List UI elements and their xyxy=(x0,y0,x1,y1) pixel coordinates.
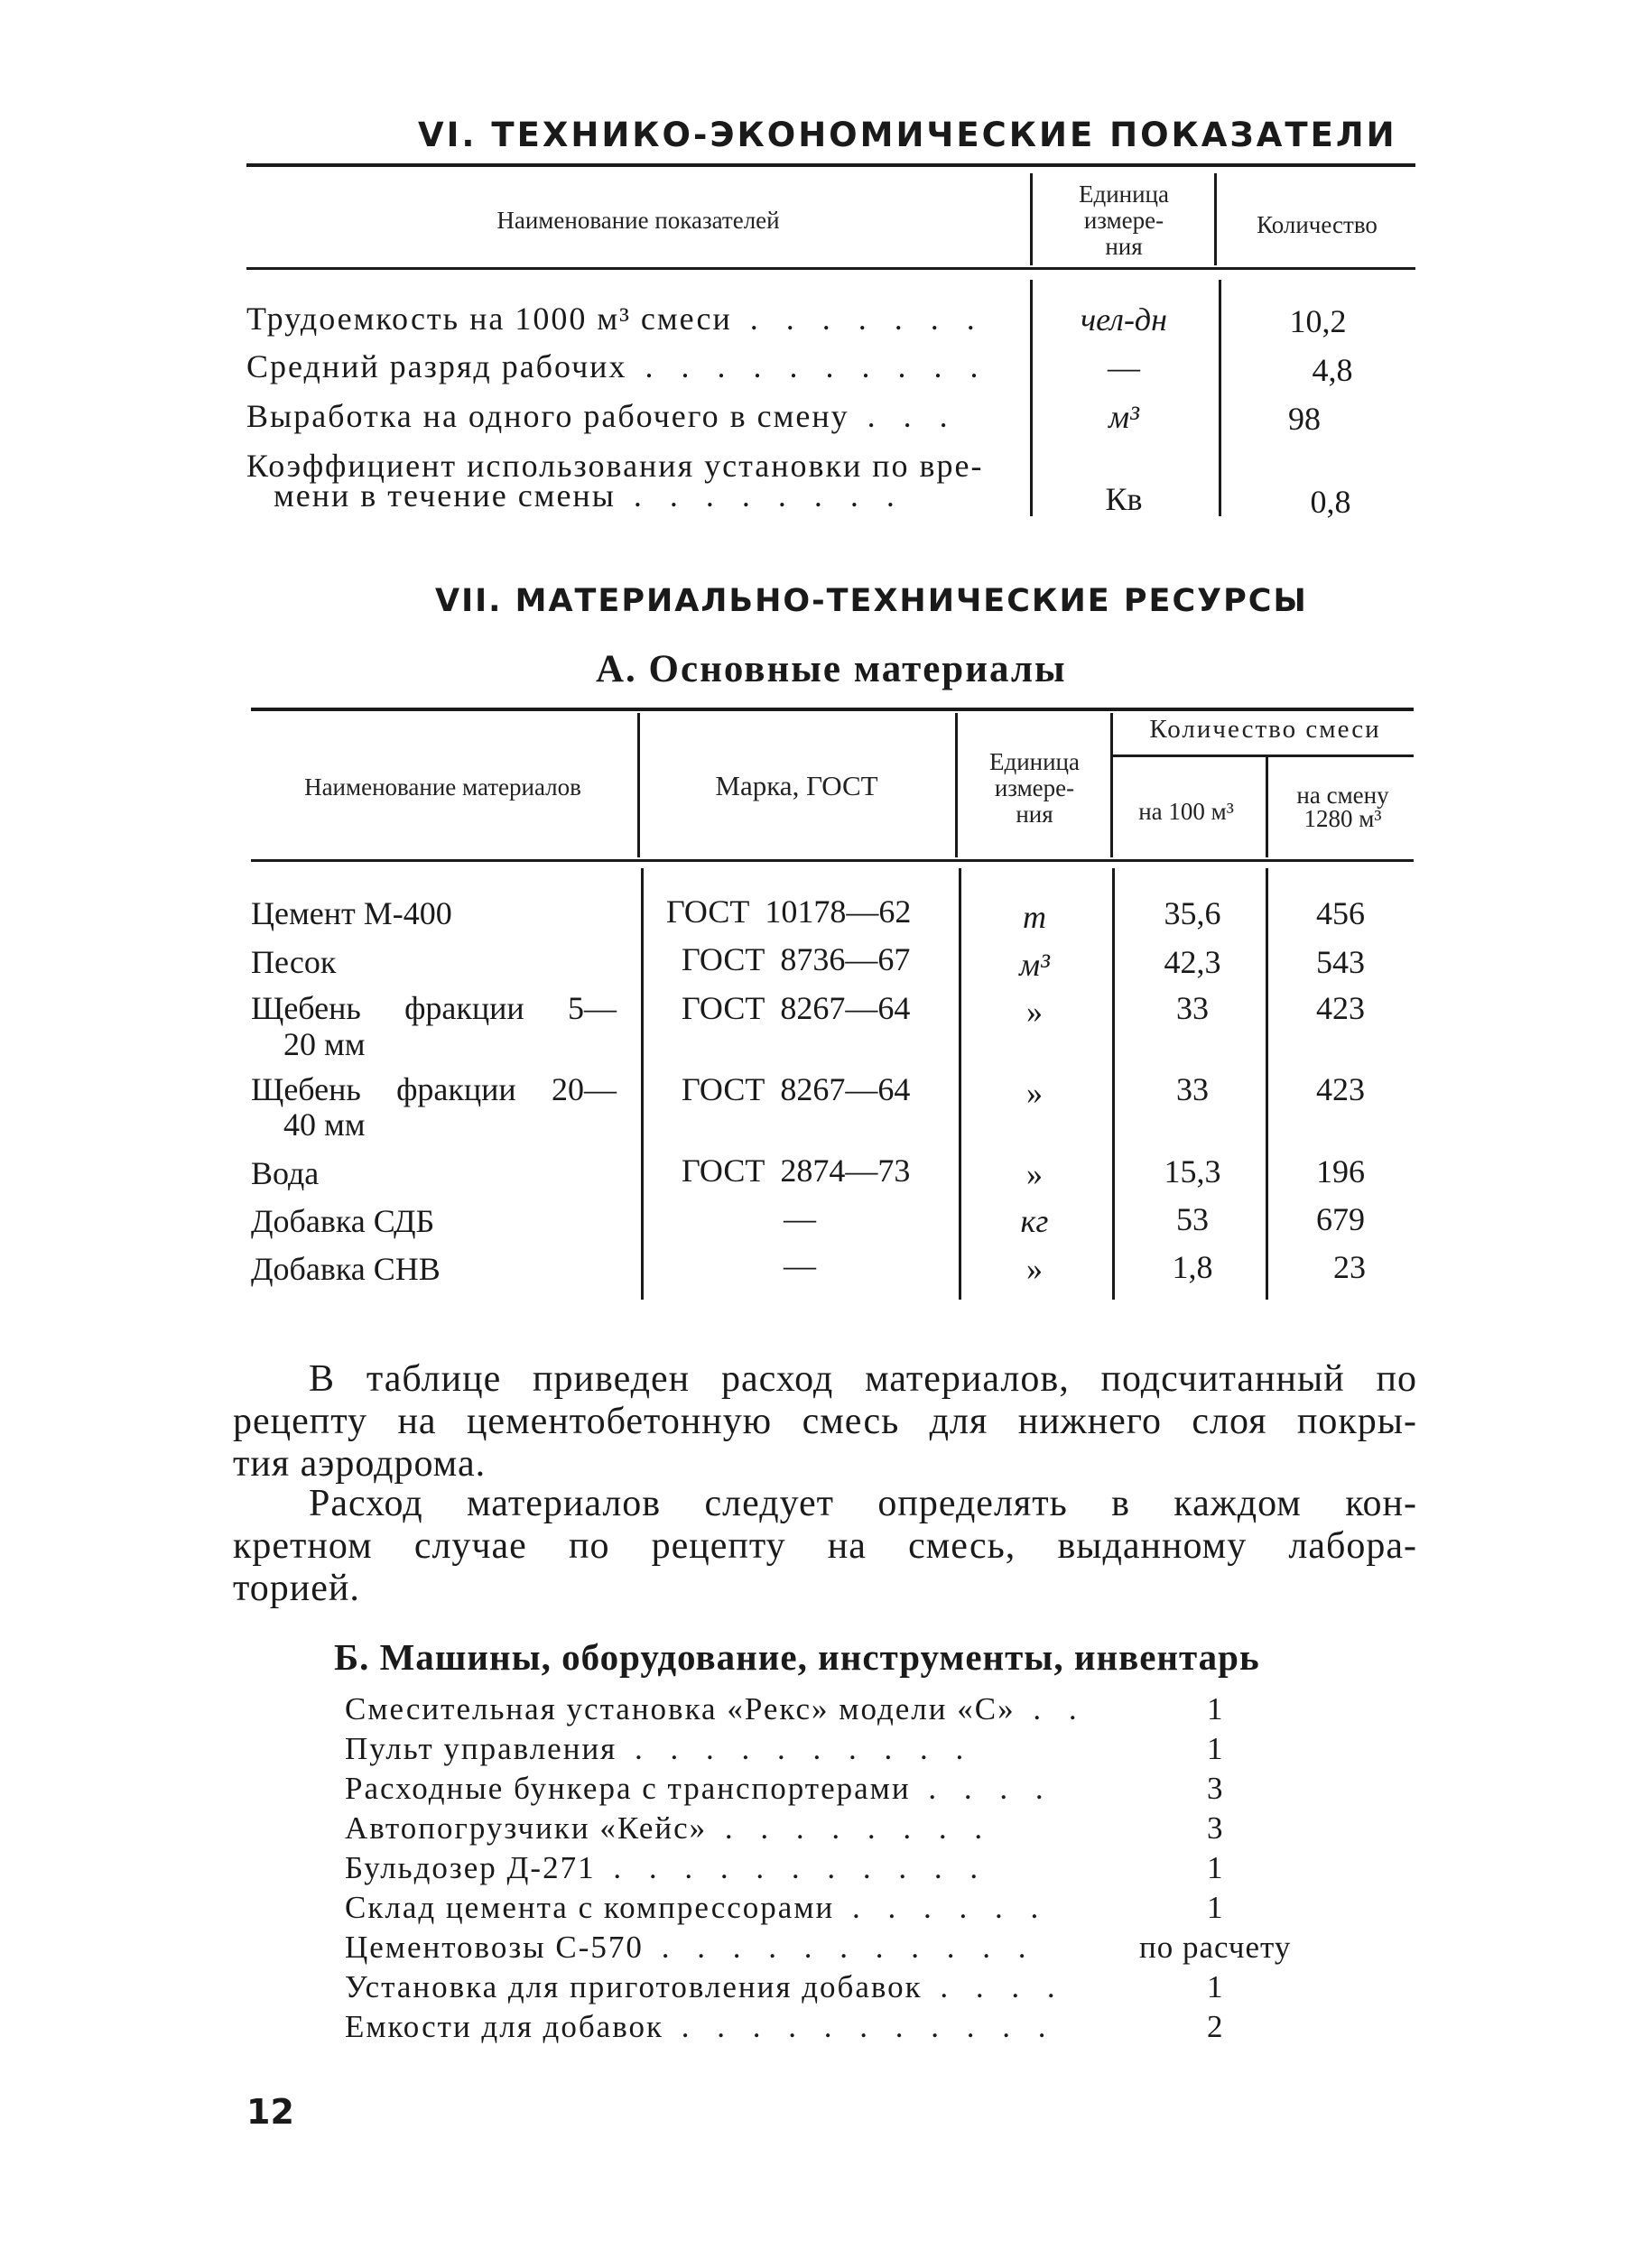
table-2-row-2-name: Песок xyxy=(251,944,337,980)
table-2-header-rule xyxy=(251,859,1414,862)
table-2-row-5-per100: 15,3 xyxy=(1164,1153,1221,1190)
table-1-header-name: Наименование показателей xyxy=(496,207,780,234)
paragraph-1 xyxy=(233,1358,1417,1486)
table-1-header-unit-2: измере- xyxy=(1083,207,1164,234)
table-1-header-qty: Количество xyxy=(1257,211,1378,238)
section-6-title: VI. ТЕХНИКО-ЭКОНОМИЧЕСКИЕ ПОКАЗАТЕЛИ xyxy=(418,116,1397,154)
table-1-row-4-name-line-2: мени в течение смены . . . . . . . . xyxy=(274,477,904,514)
equipment-item-2: Пульт управления . . . . . . . . . . xyxy=(345,1731,974,1766)
table-2-row-3-name-line-1: Щебень фракции 5— xyxy=(251,990,617,1026)
table-2-row-2-unit: м³ xyxy=(1019,947,1050,983)
equipment-item-7: Цементовозы С-570 . . . . . . . . . . . xyxy=(345,1930,1036,1965)
paragraph-2 xyxy=(233,1483,1417,1610)
equipment-item-2-qty: 1 xyxy=(1207,1731,1224,1766)
equipment-item-3-qty: 3 xyxy=(1207,1771,1224,1806)
table-2-row-4-unit: » xyxy=(1026,1075,1043,1111)
table-2-header-divider-1 xyxy=(637,713,640,857)
paragraph-1-line-3: тия аэродрома. xyxy=(233,1443,487,1485)
equipment-item-9: Емкости для добавок . . . . . . . . . . . xyxy=(345,2009,1056,2044)
subsection-b-title: Б. Машины, оборудование, инструменты, инвентарь xyxy=(334,1636,1260,1678)
table-2-header-divider-3 xyxy=(1110,713,1113,857)
table-2-top-rule xyxy=(251,708,1414,711)
table-2-header-divider-2 xyxy=(955,713,958,857)
table-2-row-3-per100: 33 xyxy=(1176,990,1209,1026)
table-1-top-rule xyxy=(246,163,1415,167)
table-2-row-5-name: Вода xyxy=(251,1155,320,1191)
table-1-row-1-unit: чел-дн xyxy=(1080,301,1167,338)
table-2-row-5-shift: 196 xyxy=(1316,1153,1365,1190)
table-1-header-unit-1: Единица xyxy=(1078,181,1169,208)
table-2-row-4-name-line-2: 40 мм xyxy=(283,1106,366,1143)
section-7-title: VII. МАТЕРИАЛЬНО-ТЕХНИЧЕСКИЕ РЕСУРСЫ xyxy=(435,583,1308,619)
table-1-header-divider-2 xyxy=(1214,173,1217,265)
paragraph-1-line-1: В таблице приведен расход материалов, подсчитанный по xyxy=(309,1358,1417,1400)
table-2-row-4-name-line-1: Щебень фракции 20— xyxy=(251,1071,617,1107)
table-1-row-3-unit: м³ xyxy=(1109,399,1139,435)
table-1-header-rule xyxy=(246,267,1415,270)
table-1-row-4-unit: Кв xyxy=(1105,481,1143,517)
table-2-row-7-gost: — xyxy=(784,1247,816,1283)
table-2-header-subrule xyxy=(1112,754,1414,757)
equipment-item-6: Склад цемента с компрессорами . . . . . . xyxy=(345,1890,1049,1925)
table-1-row-1-qty: 10,2 xyxy=(1289,303,1347,339)
table-1-header-unit-3: ния xyxy=(1105,233,1143,260)
table-2-row-6-gost: — xyxy=(784,1200,816,1236)
table-2-row-7-shift: 23 xyxy=(1333,1249,1366,1285)
table-2-row-7-name: Добавка СНВ xyxy=(251,1251,441,1287)
table-1-body-divider-1 xyxy=(1030,280,1033,516)
table-1-row-2-unit: — xyxy=(1108,349,1140,385)
table-2-row-6-unit: кг xyxy=(1020,1203,1049,1239)
table-2-row-3-name-line-2: 20 мм xyxy=(283,1026,366,1062)
table-2-row-1-name: Цемент М-400 xyxy=(251,895,452,931)
paragraph-2-line-2: кретном случае по рецепту на смесь, выданному лабора- xyxy=(233,1525,1417,1567)
table-2-header-shift-2: 1280 м³ xyxy=(1303,805,1382,832)
table-2-header-unit-1: Единица xyxy=(988,748,1080,775)
table-2-row-7-per100: 1,8 xyxy=(1172,1249,1213,1285)
equipment-item-4: Автопогрузчики «Кейс» . . . . . . . . xyxy=(345,1810,993,1846)
table-2-row-6-per100: 53 xyxy=(1176,1201,1209,1237)
table-2-row-7-unit: » xyxy=(1026,1251,1043,1287)
paragraph-2-line-3: торией. xyxy=(233,1568,360,1609)
table-1-row-4-name-line-1: Коэффициент использования установки по вре- xyxy=(246,448,984,484)
equipment-item-8-qty: 1 xyxy=(1207,1969,1224,2004)
table-2-header-shift-1: на смену xyxy=(1296,782,1389,809)
table-2-header-name: Наименование материалов xyxy=(304,773,581,801)
equipment-item-4-qty: 3 xyxy=(1207,1810,1224,1846)
table-2-row-5-gost: ГОСТ 2874—73 xyxy=(682,1153,911,1189)
table-1-row-3-name: Выработка на одного рабочего в смену . . . xyxy=(246,398,958,434)
table-2-header-qty-group: Количество смеси xyxy=(1149,715,1381,744)
table-1-row-2-name: Средний разряд рабочих . . . . . . . . . . xyxy=(246,348,988,384)
paragraph-2-line-1: Расход материалов следует определять в каждом кон- xyxy=(309,1483,1417,1524)
table-2-row-3-unit: » xyxy=(1026,994,1043,1030)
table-1-row-1-name: Трудоемкость на 1000 м³ смеси . . . . . . . xyxy=(246,301,985,337)
equipment-item-5-qty: 1 xyxy=(1207,1850,1224,1885)
table-1-row-4-qty: 0,8 xyxy=(1310,484,1351,520)
table-1-row-3-qty: 98 xyxy=(1288,401,1321,437)
table-2-body-divider-3 xyxy=(1112,868,1115,1300)
table-2-body-divider-4 xyxy=(1266,868,1268,1300)
table-2-row-3-shift: 423 xyxy=(1316,990,1365,1026)
table-2-row-4-shift: 423 xyxy=(1316,1071,1365,1107)
table-2-header-unit-2: измере- xyxy=(994,774,1075,801)
table-2-header-per-100: на 100 м³ xyxy=(1138,798,1234,825)
table-2-row-1-unit: т xyxy=(1023,899,1046,935)
equipment-item-8: Установка для приготовления добавок . . . . xyxy=(345,1969,1065,2004)
equipment-item-1-qty: 1 xyxy=(1207,1691,1224,1726)
table-2-row-6-name: Добавка СДБ xyxy=(251,1203,435,1239)
equipment-item-6-qty: 1 xyxy=(1207,1890,1224,1925)
subsection-a-title: А. Основные материалы xyxy=(596,648,1067,690)
table-2-row-4-gost: ГОСТ 8267—64 xyxy=(682,1071,911,1107)
equipment-item-5: Бульдозер Д-271 . . . . . . . . . . . xyxy=(345,1850,988,1885)
table-2-row-1-per100: 35,6 xyxy=(1164,895,1221,931)
table-2-row-5-unit: » xyxy=(1026,1156,1043,1192)
table-2-header-unit-3: ния xyxy=(1016,801,1053,828)
table-1-body-divider-2 xyxy=(1219,280,1221,516)
table-2-row-6-shift: 679 xyxy=(1316,1201,1365,1237)
equipment-item-9-qty: 2 xyxy=(1207,2009,1224,2044)
table-2-row-2-per100: 42,3 xyxy=(1164,944,1221,980)
table-2-row-1-gost: ГОСТ 10178—62 xyxy=(666,893,912,930)
table-2-row-1-shift: 456 xyxy=(1316,895,1365,931)
table-2-row-2-shift: 543 xyxy=(1316,944,1365,980)
paragraph-1-line-2: рецепту на цементобетонную смесь для нижнего слоя покры- xyxy=(233,1401,1417,1442)
table-2-row-3-gost: ГОСТ 8267—64 xyxy=(682,990,911,1026)
table-1-row-2-qty: 4,8 xyxy=(1312,352,1353,388)
equipment-item-1: Смесительная установка «Рекс» модели «С» . . xyxy=(345,1691,1087,1726)
table-2-row-4-per100: 33 xyxy=(1176,1071,1209,1107)
page-number: 12 xyxy=(246,2092,294,2132)
table-2-header-divider-4 xyxy=(1266,757,1268,857)
table-2-row-2-gost: ГОСТ 8736—67 xyxy=(682,941,911,977)
equipment-item-3: Расходные бункера с транспортерами . . . . xyxy=(345,1771,1053,1806)
table-2-header-mark: Марка, ГОСТ xyxy=(715,770,878,801)
equipment-item-7-qty: по расчету xyxy=(1139,1930,1292,1965)
table-1-header-divider-1 xyxy=(1030,173,1033,265)
